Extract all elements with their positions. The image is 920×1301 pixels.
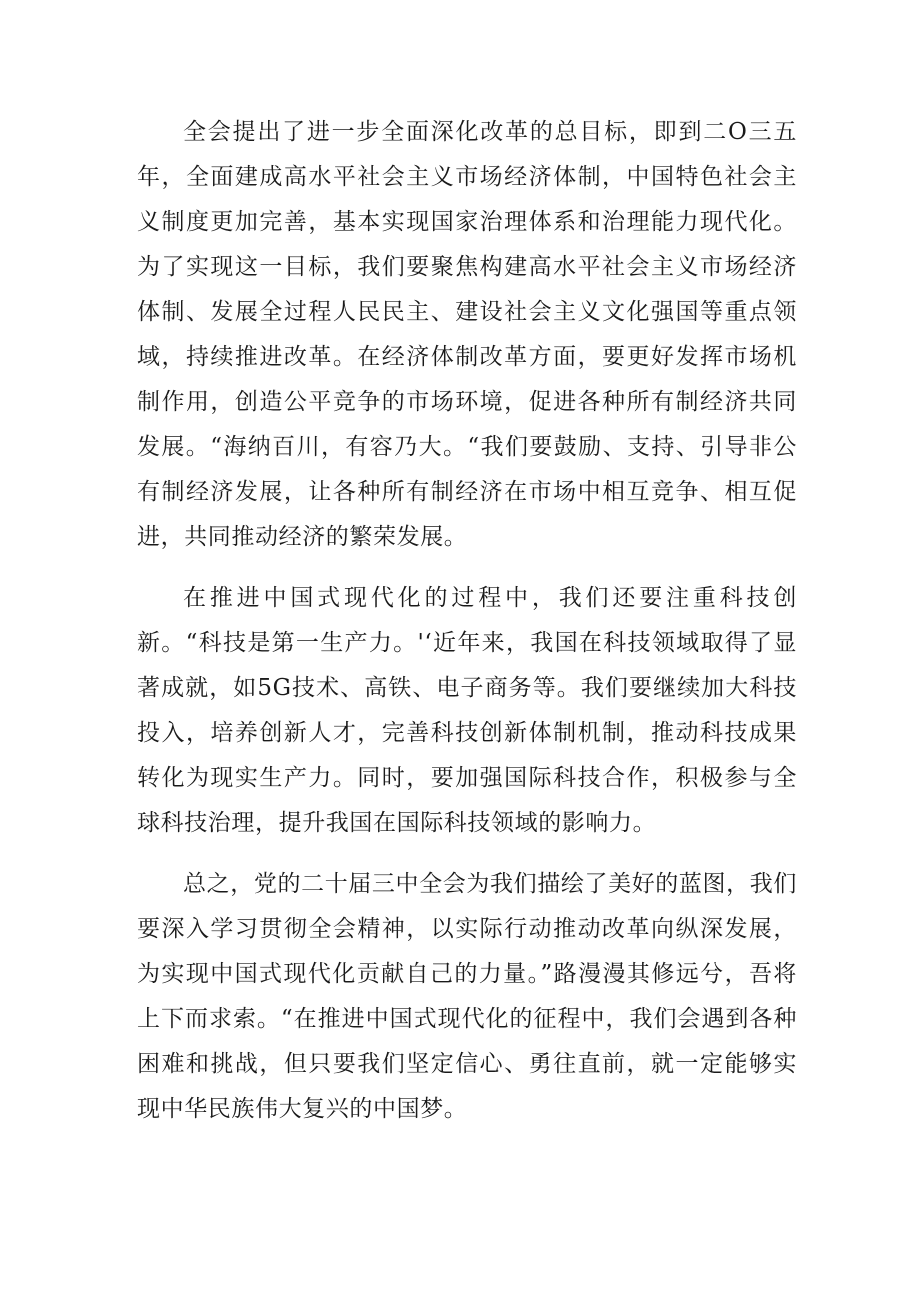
paragraph-reform-goal: 全会提出了进一步全面深化改革的总目标，即到二O三五年，全面建成高水平社会主义市场经济体制，中国特色社会主义制度更加完善，基本实现国家治理体系和治理能力现代化。为了实现这一目标，我们要聚焦构建高水平社会主义市场经济体制、发展全过程人民民主、建设社会主义文化强国等重点领域，持续推进改革。在经济体制改革方面，要更好发挥市场机制作用，创造公平竞争的市场环境，促进各种所有制经济共同发展。“海纳百川，有容乃大。“我们要鼓励、支持、引导非公有制经济发展，让各种所有制经济在市场中相互竞争、相互促进，共同推动经济的繁荣发展。 (137, 119, 797, 550)
paragraph-conclusion: 总之，党的二十届三中全会为我们描绘了美好的蓝图，我们要深入学习贯彻全会精神，以实际行动推动改革向纵深发展，为实现中国式现代化贡献自己的力量。”路漫漫其修远兮，吾将上下而求索。“在推进中国式现代化的征程中，我们会遇到各种困难和挑战，但只要我们坚定信心、勇往直前，就一定能够实现中华民族伟大复兴的中国梦。 (137, 871, 797, 1122)
paragraph-tech-innovation: 在推进中国式现代化的过程中，我们还要注重科技创新。“科技是第一生产力。'‘近年来，我国在科技领域取得了显著成就，如5G技术、高铁、电子商务等。我们要继续加大科技投入，培养创新人才，完善科技创新体制机制，推动科技成果转化为现实生产力。同时，要加强国际科技合作，积极参与全球科技治理，提升我国在国际科技领域的影响力。 (137, 585, 797, 836)
document-body (137, 110, 797, 1132)
